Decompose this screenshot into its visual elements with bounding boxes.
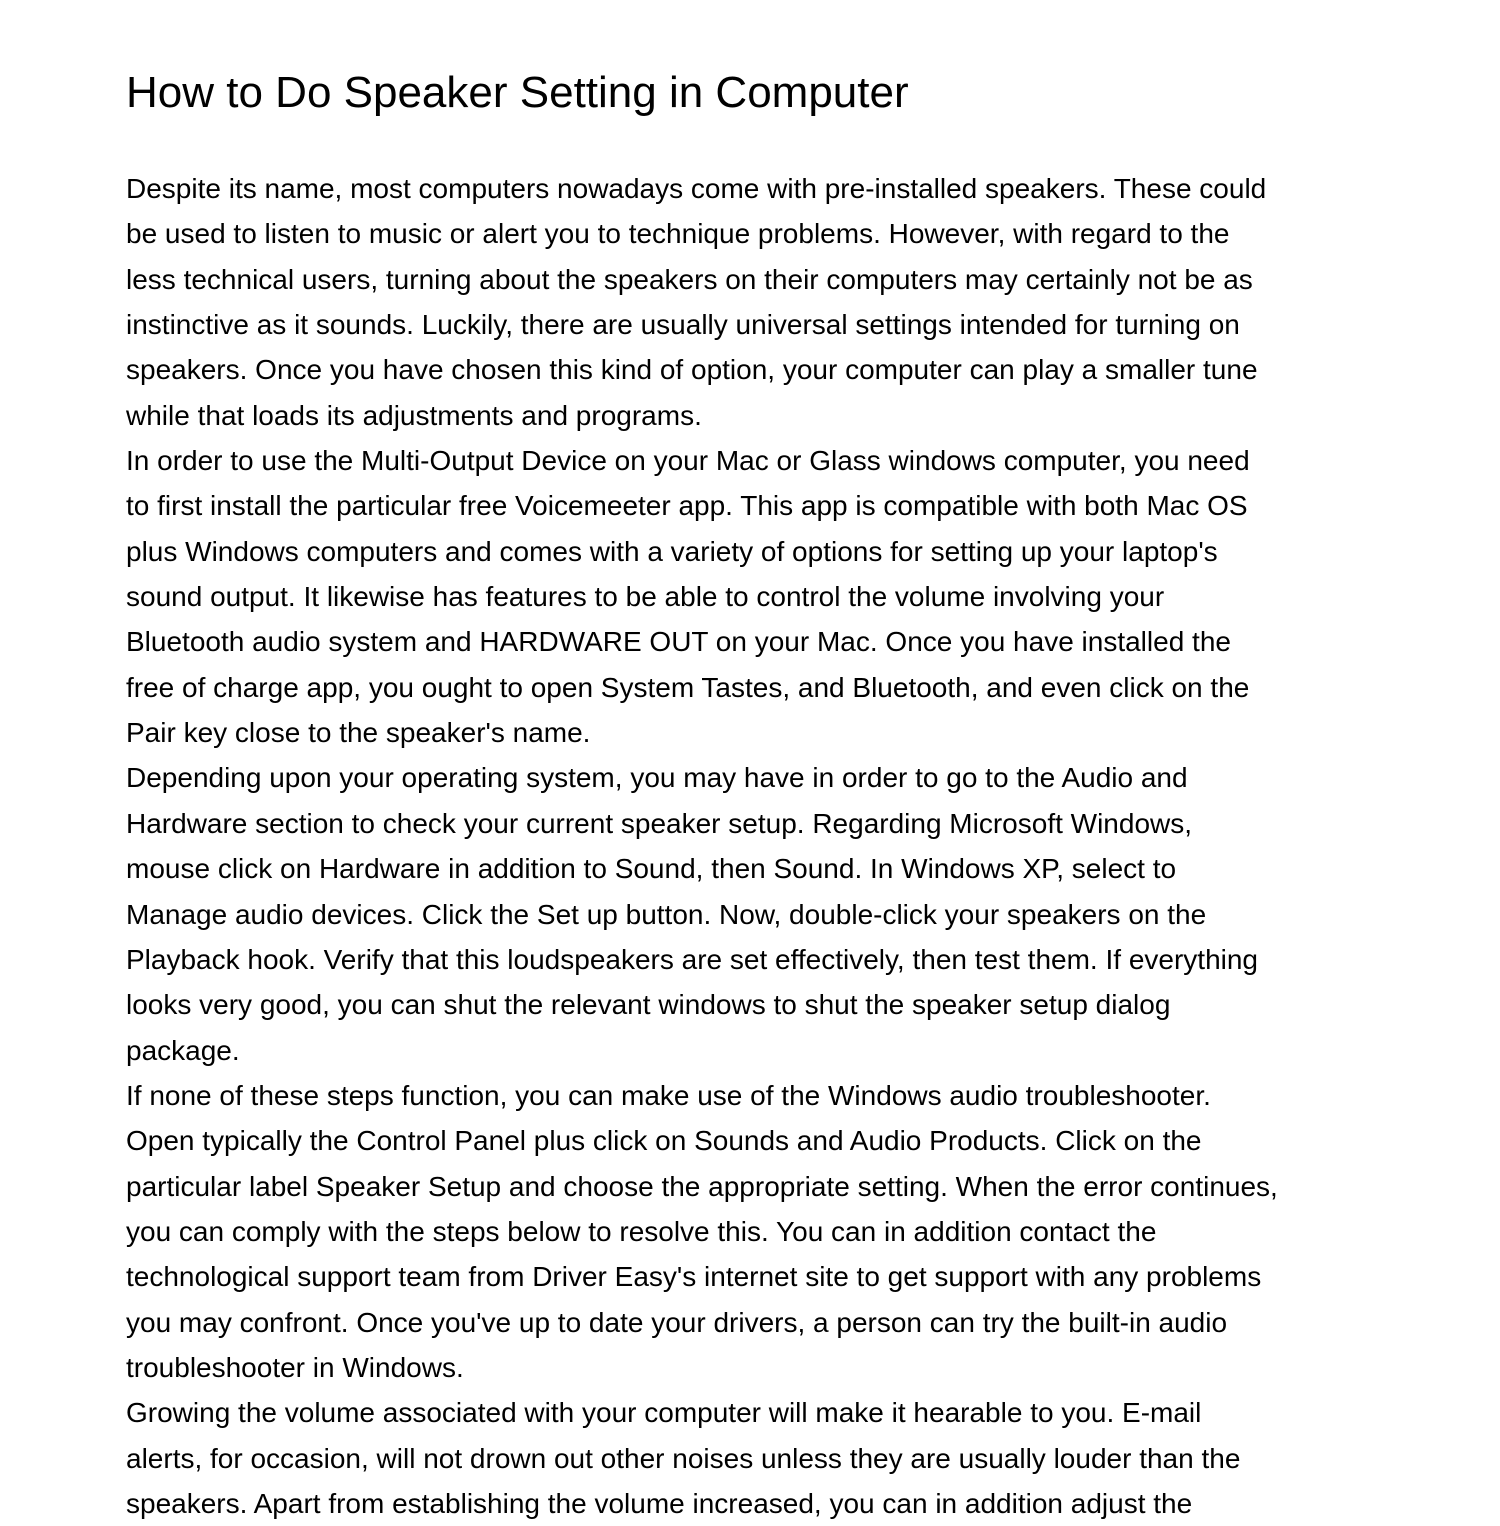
text-line: particular label Speaker Setup and choose the appropriate setting. When the error continues, [126, 1170, 1278, 1202]
text-line: to first install the particular free Voicemeeter app. This app is compatible with both Mac OS [126, 490, 1248, 522]
paragraph [126, 438, 1426, 755]
paragraph [126, 755, 1426, 1072]
text-line: you can comply with the steps below to resolve this. You can in addition contact the [126, 1215, 1157, 1247]
text-line: Pair key close to the speaker's name. [126, 717, 591, 749]
text-line: technological support team from Driver Easy's internet site to get support with any problems [126, 1261, 1262, 1293]
text-line: you may confront. Once you've up to date your drivers, a person can try the built-in audio [126, 1306, 1228, 1338]
paragraph [126, 1073, 1426, 1390]
text-line: If none of these steps function, you can make use of the Windows audio troubleshooter. [126, 1079, 1211, 1111]
text-line: Despite its name, most computers nowadays come with pre-installed speakers. These could [126, 173, 1267, 204]
text-line: Depending upon your operating system, you may have in order to go to the Audio and [126, 762, 1188, 794]
text-line: mouse click on Hardware in addition to Sound, then Sound. In Windows XP, select to [126, 853, 1177, 885]
text-line: troubleshooter in Windows. [126, 1351, 464, 1383]
text-line: be used to listen to music or alert you to technique problems. However, with regard to the [126, 218, 1230, 250]
text-line: In order to use the Multi-Output Device on your Mac or Glass windows computer, you need [126, 445, 1250, 477]
text-line: instinctive as it sounds. Luckily, there are usually universal settings intended for turning on [126, 309, 1240, 341]
text-line: alerts, for occasion, will not drown out other noises unless they are usually louder than the [126, 1442, 1241, 1474]
text-line: Growing the volume associated with your computer will make it hearable to you. E-mail [126, 1397, 1202, 1429]
text-line: Hardware section to check your current speaker setup. Regarding Microsoft Windows, [126, 807, 1193, 839]
document-body [126, 166, 1426, 1526]
paragraph [126, 166, 1426, 438]
text-line: package. [126, 1034, 240, 1066]
text-line: Bluetooth audio system and HARDWARE OUT on your Mac. Once you have installed the [126, 626, 1231, 658]
text-line: Manage audio devices. Click the Set up button. Now, double-click your speakers on the [126, 898, 1207, 930]
text-line: sound output. It likewise has features to be able to control the volume involving your [126, 581, 1165, 613]
text-line: while that loads its adjustments and programs. [126, 399, 702, 431]
text-line: Open typically the Control Panel plus click on Sounds and Audio Products. Click on the [126, 1125, 1202, 1157]
text-line: plus Windows computers and comes with a variety of options for setting up your laptop's [126, 535, 1218, 567]
text-line: Playback hook. Verify that this loudspeakers are set effectively, then test them. If everything [126, 943, 1259, 975]
text-line: speakers. Apart from establishing the volume increased, you can in addition adjust the [126, 1487, 1193, 1519]
text-line: less technical users, turning about the speakers on their computers may certainly not be as [126, 263, 1253, 295]
page-title: How to Do Speaker Setting in Computer [126, 68, 909, 117]
text-line: free of charge app, you ought to open System Tastes, and Bluetooth, and even click on the [126, 671, 1250, 703]
text-line: speakers. Once you have chosen this kind of option, your computer can play a smaller tune [126, 354, 1258, 386]
text-line: looks very good, you can shut the relevant windows to shut the speaker setup dialog [126, 989, 1171, 1021]
paragraph [126, 1390, 1426, 1526]
